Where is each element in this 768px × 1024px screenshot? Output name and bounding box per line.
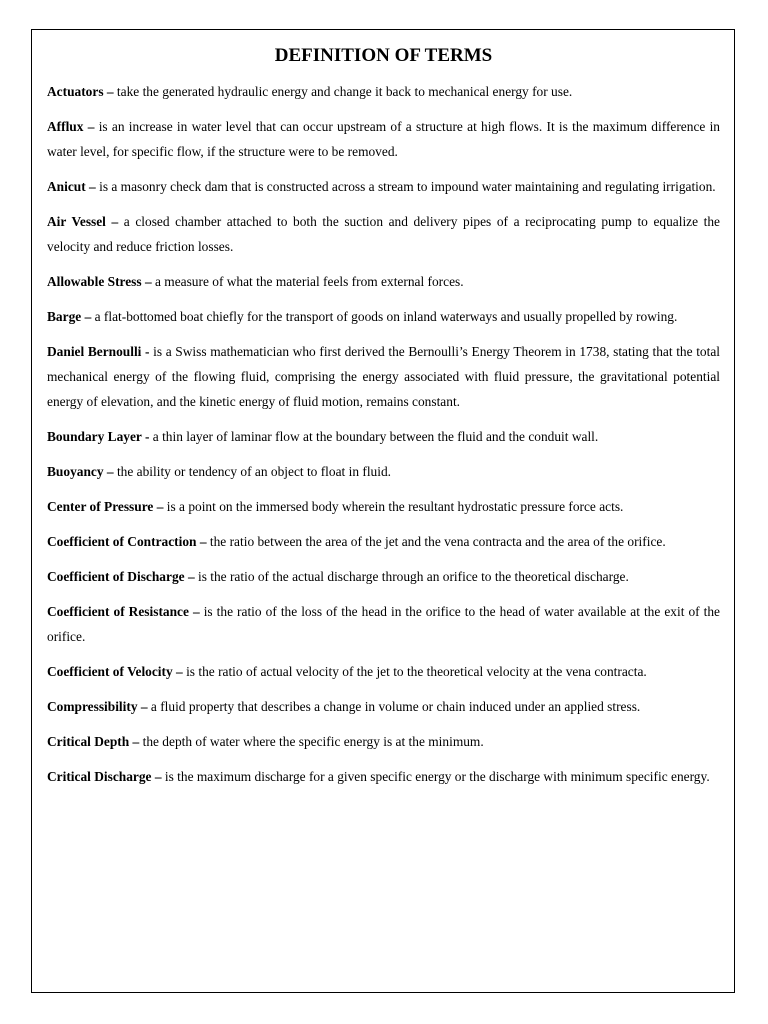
definition-text: is the ratio of actual velocity of the jet to the theoretical velocity at the vena contracta. [186,664,647,679]
document-body [47,44,720,799]
definition-text: the ratio between the area of the jet and the vena contracta and the area of the orifice. [209,534,666,549]
definition-term: Compressibility – [47,699,151,714]
definition-item [47,174,720,199]
definition-item [47,269,720,294]
definition-text: the depth of water where the specific energy is at the minimum. [142,734,484,749]
definition-item [47,459,720,484]
definition-term: Air Vessel – [47,214,124,229]
definition-term: Coefficient of Contraction – [47,534,210,549]
definition-term: Center of Pressure – [47,499,167,514]
definition-text: is the ratio of the actual discharge through an orifice to the theoretical discharge. [197,569,629,584]
definition-text: the ability or tendency of an object to float in fluid. [116,464,392,479]
definition-term: Critical Discharge – [47,769,165,784]
definition-text: take the generated hydraulic energy and change it back to mechanical energy for use. [116,84,573,99]
definition-text: a measure of what the material feels from external forces. [155,274,464,289]
definition-item [47,694,720,719]
definition-item [47,494,720,519]
definitions-list [47,79,720,789]
definition-text: a fluid property that describes a change in volume or chain induced under an applied stress. [150,699,641,714]
definition-item [47,564,720,589]
definition-term: Daniel Bernoulli - [47,344,154,359]
definition-item [47,304,720,329]
definition-item [47,729,720,754]
definition-text: a thin layer of laminar flow at the boundary between the fluid and the conduit wall. [152,429,599,444]
definition-term: Barge – [47,309,95,324]
definition-text: is a Swiss mathematician who first derived the Bernoulli’s Energy Theorem in 1738, stating that the total mechanical energy of the flowing fluid, comprising the energy associated with fluid pressure, the gravitational potential energy of elevation, and the kinetic energy of fluid motion, remains constant. [47,344,720,409]
definition-term: Afflux – [47,119,99,134]
definition-text: a flat-bottomed boat chiefly for the transport of goods on inland waterways and usually propelled by rowing. [94,309,678,324]
definition-term: Actuators – [47,84,117,99]
definition-term: Coefficient of Velocity – [47,664,187,679]
page-title: DEFINITION OF TERMS [274,45,493,66]
definition-text: is the ratio of the loss of the head in the orifice to the head of water available at the exit of the orifice. [47,604,720,644]
definition-item [47,764,720,789]
definition-text: is a masonry check dam that is constructed across a stream to impound water maintaining and regulating irrigation. [99,179,716,194]
definition-item [47,529,720,554]
definition-term: Anicut – [47,179,100,194]
definition-text: is a point on the immersed body wherein the resultant hydrostatic pressure force acts. [166,499,624,514]
definition-text: is the maximum discharge for a given specific energy or the discharge with minimum specific energy. [164,769,710,784]
definition-item [47,339,720,414]
definition-term: Buoyancy – [47,464,117,479]
definition-item [47,424,720,449]
definition-text: is an increase in water level that can occur upstream of a structure at high flows. It is the maximum difference in water level, for specific flow, if the structure were to be removed. [47,119,721,159]
definition-item [47,659,720,684]
definition-item [47,114,720,164]
definition-term: Coefficient of Discharge – [47,569,198,584]
definition-text: a closed chamber attached to both the suction and delivery pipes of a reciprocating pump to equalize the velocity and reduce friction losses. [47,214,720,254]
definition-item [47,79,720,104]
definition-term: Allowable Stress – [47,274,155,289]
definition-term: Critical Depth – [47,734,143,749]
definition-term: Coefficient of Resistance – [47,604,204,619]
definition-item [47,209,720,259]
definition-term: Boundary Layer - [47,429,153,444]
definition-item [47,599,720,649]
